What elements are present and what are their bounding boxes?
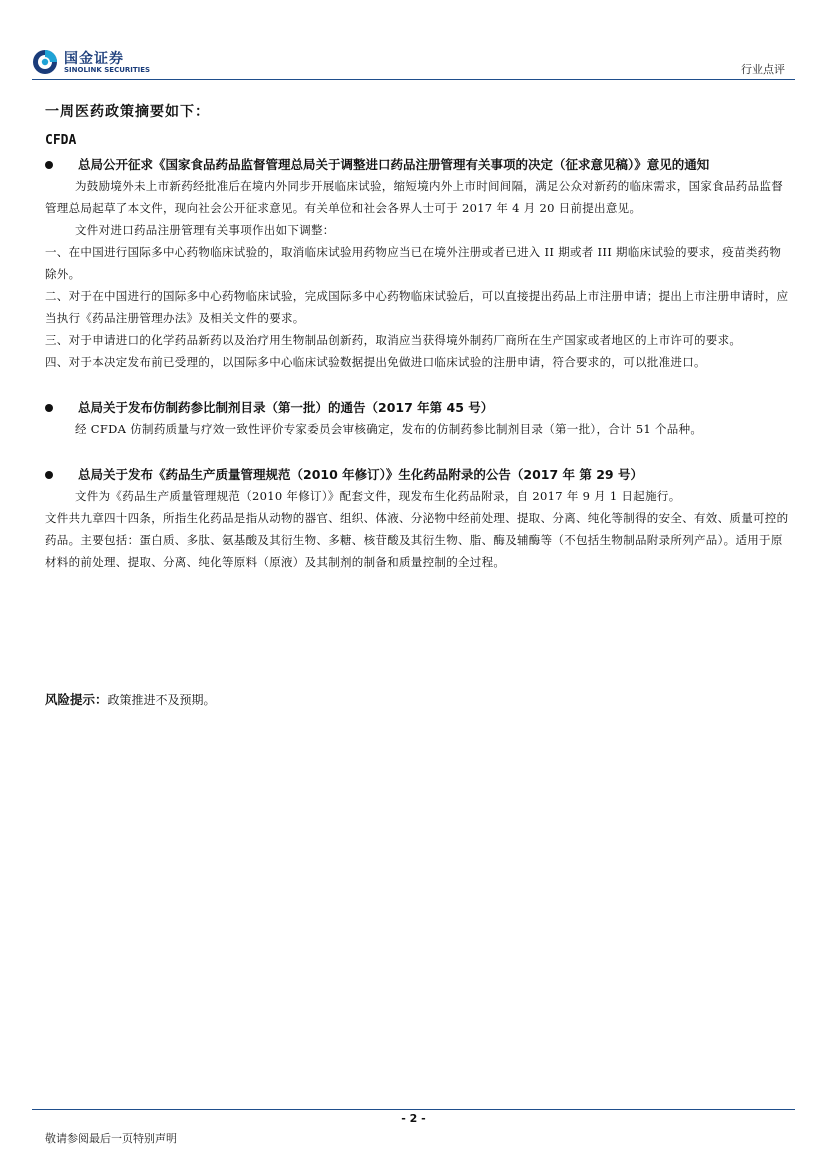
policy-item-heading: 总局关于发布《药品生产质量管理规范（2010 年修订）》生化药品附录的公告（2017 年 第 29 号） [45,465,790,485]
section-label: CFDA [45,133,77,148]
footer-disclaimer: 敬请参阅最后一页特别声明 [45,1132,177,1145]
policy-paragraph: 三、对于申请进口的化学药品新药以及治疗用生物制品创新药，取消应当获得境外制药厂商所在生产国家或者地区的上市许可的要求。 [45,333,742,347]
logo-mark-icon [32,49,58,75]
policy-paragraph: 文件为《药品生产质量管理规范（2010 年修订）》配套文件，现发布生化药品附录，自 2017 年 9 月 1 日起施行。 [75,489,681,503]
header-divider [32,79,795,80]
policy-item-heading: 总局公开征求《国家食品药品监督管理总局关于调整进口药品注册管理有关事项的决定（征求意见稿）》意见的通知 [45,155,790,175]
logo-text-cn: 国金证券 [64,51,124,67]
policy-paragraph: 一、在中国进行国际多中心药物临床试验的，取消临床试验用药物应当已在境外注册或者已进入 II 期或者 III 期临床试验的要求，疫苗类药物除外。 [45,245,782,281]
risk-text: 政策推进不及预期。 [107,693,216,707]
page-title: 一周医药政策摘要如下： [45,104,210,120]
logo-text-en: SINOLINK SECURITIES [64,66,151,74]
bullet-icon [45,404,53,412]
page-header [0,0,827,82]
policy-paragraph: 二、对于在中国进行的国际多中心药物临床试验，完成国际多中心药物临床试验后，可以直接提出药品上市注册申请；提出上市注册申请时，应当执行《药品注册管理办法》及相关文件的要求。 [45,289,789,325]
main-content [45,92,790,573]
risk-warning [45,690,216,708]
risk-label: 风险提示： [45,692,108,707]
policy-paragraph: 文件对进口药品注册管理有关事项作出如下调整： [75,223,335,237]
bullet-icon [45,471,53,479]
page-number: - 2 - [401,1112,426,1125]
policy-paragraph: 为鼓励境外未上市新药经批准后在境内外同步开展临床试验，缩短境内外上市时间间隔，满足公众对新药的临床需求，国家食品药品监督管理总局起草了本文件，现向社会公开征求意见。有关单位和社会各界人士可于 2017 年 4 月 20 日前提出意见。 [45,179,783,215]
bullet-icon [45,161,53,169]
report-type-tag: 行业点评 [741,63,785,76]
policy-item-heading: 总局关于发布仿制药参比制剂目录（第一批）的通告（2017 年第 45 号） [45,398,790,418]
company-logo [32,46,162,80]
policy-paragraph: 四、对于本决定发布前已受理的，以国际多中心临床试验数据提出免做进口临床试验的注册申请，符合要求的，可以批准进口。 [45,355,706,369]
policy-paragraph: 文件共九章四十四条，所指生化药品是指从动物的器官、组织、体液、分泌物中经前处理、提取、分离、纯化等制得的安全、有效、质量可控的药品。主要包括：蛋白质、多肽、氨基酸及其衍生物、多糖、核苷酸及其衍生物、脂、酶及辅酶等（不包括生物制品附录所列产品）。适用于原材料的前处理、提取、分离、纯化等原料（原液）及其制剂的制备和质量控制的全过程。 [45,511,789,569]
footer-divider [32,1109,795,1110]
policy-paragraph: 经 CFDA 仿制药质量与疗效一致性评价专家委员会审核确定，发布的仿制药参比制剂目录（第一批），合计 51 个品种。 [75,422,703,436]
